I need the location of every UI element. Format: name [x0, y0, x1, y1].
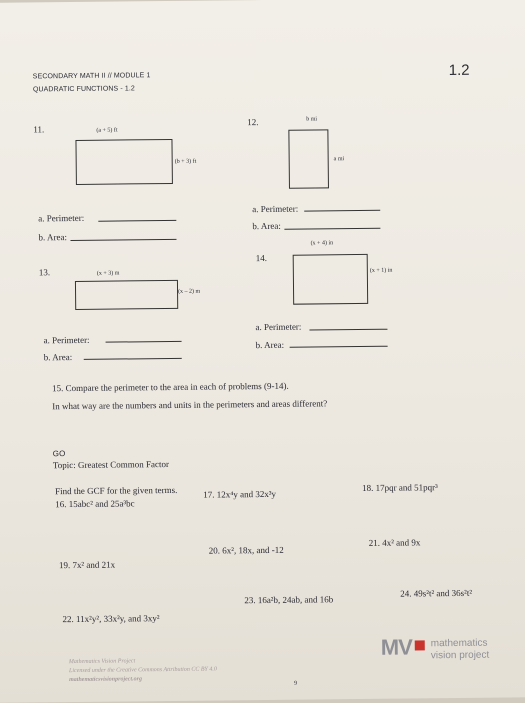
footer-credit: Mathematics Vision Project	[68, 658, 136, 666]
gcf-problem-16: 16. 15abc² and 25a³bc	[55, 498, 135, 510]
go-section-label: GO	[52, 449, 66, 459]
go-instruction: Find the GCF for the given terms.	[55, 484, 178, 497]
gcf-problem-19: 19. 7x² and 21x	[58, 559, 116, 571]
problem-11-number: 11.	[33, 124, 45, 135]
problem-13-area-blank[interactable]	[84, 358, 182, 360]
problem-14-top-dimension: (x + 4) in	[310, 240, 334, 247]
footer-license: Licensed under the Creative Commons Attribution CC BY 4.0	[68, 666, 217, 675]
mvp-logo-line2: vision project	[430, 649, 490, 662]
gcf-problem-18: 18. 17pqr and 51pqr³	[362, 482, 438, 493]
problem-13-side-dimension: (x – 2) m	[178, 288, 201, 295]
problem-11-perimeter-label: a. Perimeter:	[38, 212, 85, 224]
problem-11-perimeter-blank[interactable]	[98, 220, 176, 222]
problem-12-perimeter-blank[interactable]	[304, 210, 380, 212]
gcf-problem-24: 24. 49s²t² and 36s²t²	[400, 587, 473, 599]
lesson-number: 1.2	[448, 61, 470, 80]
problem-14-area-label: b. Area:	[255, 339, 285, 351]
problem-13-top-dimension: (x + 3) m	[96, 270, 120, 277]
problem-13-area-label: b. Area:	[43, 352, 73, 363]
problem-14-number: 14.	[255, 252, 268, 264]
problem-11-area-label: b. Area:	[38, 232, 68, 243]
problem-14-rectangle	[293, 254, 369, 305]
problem-14-perimeter-label: a. Perimeter:	[255, 321, 302, 333]
problem-12-side-dimension: a mi	[333, 156, 345, 163]
page-number: 9	[294, 680, 298, 687]
mvp-logo-mark	[415, 640, 425, 650]
problem-14-side-dimension: (x + 1) in	[369, 267, 393, 274]
gcf-problem-20: 20. 6x², 18x, and -12	[208, 544, 284, 556]
gcf-problem-23: 23. 16a²b, 24ab, and 16b	[244, 594, 334, 606]
problem-15-question: 15. Compare the perimeter to the area in each of problems (9-14).	[52, 380, 289, 394]
problem-14-perimeter-blank[interactable]	[309, 329, 387, 331]
problem-13-perimeter-blank[interactable]	[106, 341, 182, 343]
problem-12-top-dimension: b mi	[306, 116, 318, 123]
footer-website: mathematicsvisionproject.org	[69, 676, 142, 684]
gcf-problem-21: 21. 4x² and 9x	[368, 537, 421, 548]
problem-12-number: 12.	[247, 117, 259, 128]
problem-11-area-blank[interactable]	[71, 239, 177, 241]
problem-12-perimeter-label: a. Perimeter:	[252, 203, 299, 215]
mvp-logo	[381, 633, 511, 668]
problem-13-number: 13.	[38, 267, 51, 278]
problem-11-side-dimension: (b + 3) ft	[174, 158, 197, 165]
problem-11-rectangle	[75, 139, 172, 185]
problem-15-question-continued: In what way are the numbers and units in the perimeters and areas different?	[52, 398, 328, 412]
mvp-logo-letters: MV	[380, 634, 412, 660]
problem-13-perimeter-label: a. Perimeter:	[43, 334, 90, 346]
gcf-problem-22: 22. 11x²y², 33x²y, and 3xy²	[62, 613, 160, 625]
problem-11-top-dimension: (a + 5) ft	[96, 127, 118, 134]
problem-14-area-blank[interactable]	[290, 346, 388, 348]
course-title: SECONDARY MATH II // MODULE 1	[32, 72, 151, 81]
problem-12-area-label: b. Area:	[252, 220, 281, 232]
problem-13-rectangle	[75, 280, 178, 310]
problem-12-rectangle	[288, 129, 329, 188]
page-subtitle: QUADRATIC FUNCTIONS - 1.2	[32, 85, 135, 94]
mvp-logo-line1: mathematics	[430, 637, 488, 650]
gcf-problem-17: 17. 12x⁴y and 32x³y	[203, 488, 277, 500]
problem-12-area-blank[interactable]	[284, 228, 380, 230]
go-topic: Topic: Greatest Common Factor	[52, 459, 170, 471]
